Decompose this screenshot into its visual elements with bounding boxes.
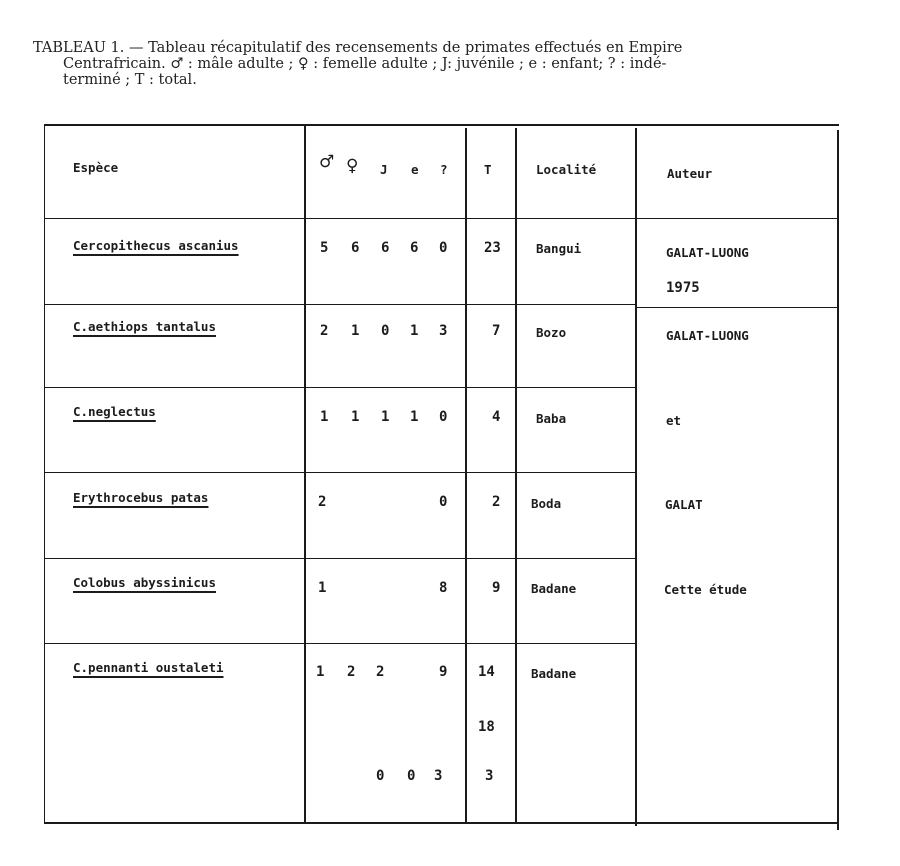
- row-2-male: 2: [320, 323, 329, 339]
- row-1-total: 23: [484, 240, 501, 256]
- row-3-bottom-rule: [44, 472, 636, 473]
- row-2-total: 7: [492, 323, 501, 339]
- row-6-female: 2: [347, 664, 356, 680]
- row-3-juvenile: 1: [381, 409, 390, 425]
- row-1-indetermine: 0: [439, 240, 448, 256]
- row-6-juvenile: 2: [376, 664, 385, 680]
- row-1-female: 6: [351, 240, 360, 256]
- row-2-species: C.aethiops tantalus: [73, 319, 216, 334]
- row-6-male: 1: [316, 664, 325, 680]
- author-1-line-2: 1975: [666, 280, 700, 296]
- row-5-bottom-rule: [44, 643, 636, 644]
- row-6-species: C.pennanti oustaleti: [73, 660, 224, 675]
- table-border-top: [44, 124, 839, 126]
- author-1-line-1: GALAT-LUONG: [666, 245, 749, 260]
- row-2-juvenile: 0: [381, 323, 390, 339]
- row-1-bottom-rule-author: [636, 307, 838, 308]
- table-border-left: [44, 124, 45, 824]
- author-2-line-3: GALAT: [665, 497, 703, 512]
- row-1-enfant: 6: [410, 240, 419, 256]
- row-4-localite: Boda: [531, 496, 562, 511]
- header-bottom-rule: [44, 218, 837, 219]
- row-2-bottom-rule: [44, 387, 636, 388]
- table-col-sep-4: [635, 128, 637, 826]
- row-2-female: 1: [351, 323, 360, 339]
- row-4-total: 2: [492, 494, 501, 510]
- table-border-bottom: [44, 822, 839, 824]
- row-4-bottom-rule: [44, 558, 636, 559]
- header-enfant: e: [411, 162, 419, 177]
- row-1-localite: Bangui: [536, 241, 582, 256]
- author-2-line-2: et: [666, 413, 682, 428]
- row-5-total: 9: [492, 580, 501, 596]
- caption-line-2: Centrafricain. ♂ : mâle adulte ; ♀ : femelle adulte ; J: juvénile ; e : enfant; ? : indé-: [63, 56, 667, 72]
- table-col-sep-1: [304, 126, 306, 824]
- row-3-localite: Baba: [536, 411, 567, 426]
- table-border-right: [837, 130, 839, 830]
- author-2-line-4: Cette étude: [664, 582, 747, 597]
- header-male-symbol: ♂: [319, 152, 335, 172]
- row-3-total: 4: [492, 409, 501, 425]
- row-5-male: 1: [318, 580, 327, 596]
- row-6-indetermine: 9: [439, 664, 448, 680]
- row-3-indetermine: 0: [439, 409, 448, 425]
- header-espece: Espèce: [73, 160, 119, 175]
- caption-line-3: terminé ; T : total.: [63, 72, 197, 88]
- row-6-total-line-2: 18: [478, 719, 495, 735]
- row-1-bottom-rule-left: [44, 304, 636, 305]
- row-4-indetermine: 0: [439, 494, 448, 510]
- row-4-species: Erythrocebus patas: [73, 490, 209, 505]
- row-1-male: 5: [320, 240, 329, 256]
- row-6-localite: Badane: [531, 666, 577, 681]
- table-col-sep-2: [465, 128, 467, 824]
- row-2-localite: Bozo: [536, 325, 567, 340]
- row-6-total-line-3: 3: [485, 768, 494, 784]
- row-5-localite: Badane: [531, 581, 577, 596]
- row-3-female: 1: [351, 409, 360, 425]
- header-total: T: [484, 162, 492, 177]
- author-2-line-1: GALAT-LUONG: [666, 328, 749, 343]
- row-3-enfant: 1: [410, 409, 419, 425]
- row-3-species: C.neglectus: [73, 404, 156, 419]
- row-5-species: Colobus abyssinicus: [73, 575, 216, 590]
- row-6-juvenile-line-3: 0: [376, 768, 385, 784]
- header-auteur: Auteur: [667, 166, 713, 181]
- row-6-enfant-line-3: 0: [407, 768, 416, 784]
- row-2-enfant: 1: [410, 323, 419, 339]
- header-localite: Localité: [536, 162, 597, 177]
- caption-line-1: TABLEAU 1. — Tableau récapitulatif des recensements de primates effectués en Empire: [33, 40, 683, 56]
- row-1-species: Cercopithecus ascanius: [73, 238, 239, 253]
- header-juvenile: J: [380, 162, 388, 177]
- row-2-indetermine: 3: [439, 323, 448, 339]
- row-4-male: 2: [318, 494, 327, 510]
- header-female-symbol: ♀: [346, 156, 359, 176]
- row-1-juvenile: 6: [381, 240, 390, 256]
- row-3-male: 1: [320, 409, 329, 425]
- row-6-indetermine-line-3: 3: [434, 768, 443, 784]
- row-6-total: 14: [478, 664, 495, 680]
- row-5-indetermine: 8: [439, 580, 448, 596]
- table-col-sep-3: [515, 128, 517, 824]
- header-indetermine: ?: [440, 162, 448, 177]
